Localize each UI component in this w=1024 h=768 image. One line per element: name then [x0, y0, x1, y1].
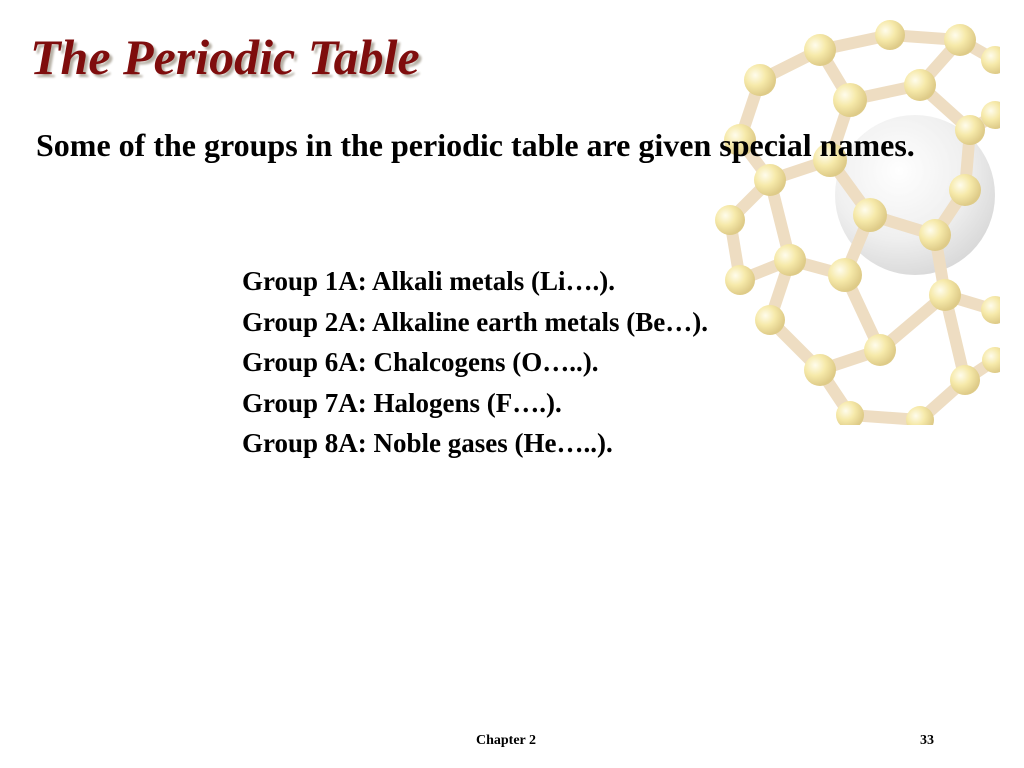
- footer-chapter: Chapter 2: [476, 733, 537, 748]
- group-item-8a: Group 8A: Noble gases (He…..).: [242, 428, 613, 458]
- slide-title: The Periodic Table: [30, 29, 420, 85]
- intro-text: Some of the groups in the periodic table are given special names.: [36, 127, 915, 163]
- group-item-6a: Group 6A: Chalcogens (O…..).: [242, 347, 599, 377]
- group-item-1a: Group 1A: Alkali metals (Li….).: [242, 266, 616, 296]
- fullerene-molecule-icon: [700, 20, 1000, 425]
- group-list: [242, 261, 708, 464]
- page-number: 33: [920, 733, 934, 748]
- group-item-2a: Group 2A: Alkaline earth metals (Be…).: [242, 306, 708, 337]
- group-item-7a: Group 7A: Halogens (F….).: [242, 387, 562, 418]
